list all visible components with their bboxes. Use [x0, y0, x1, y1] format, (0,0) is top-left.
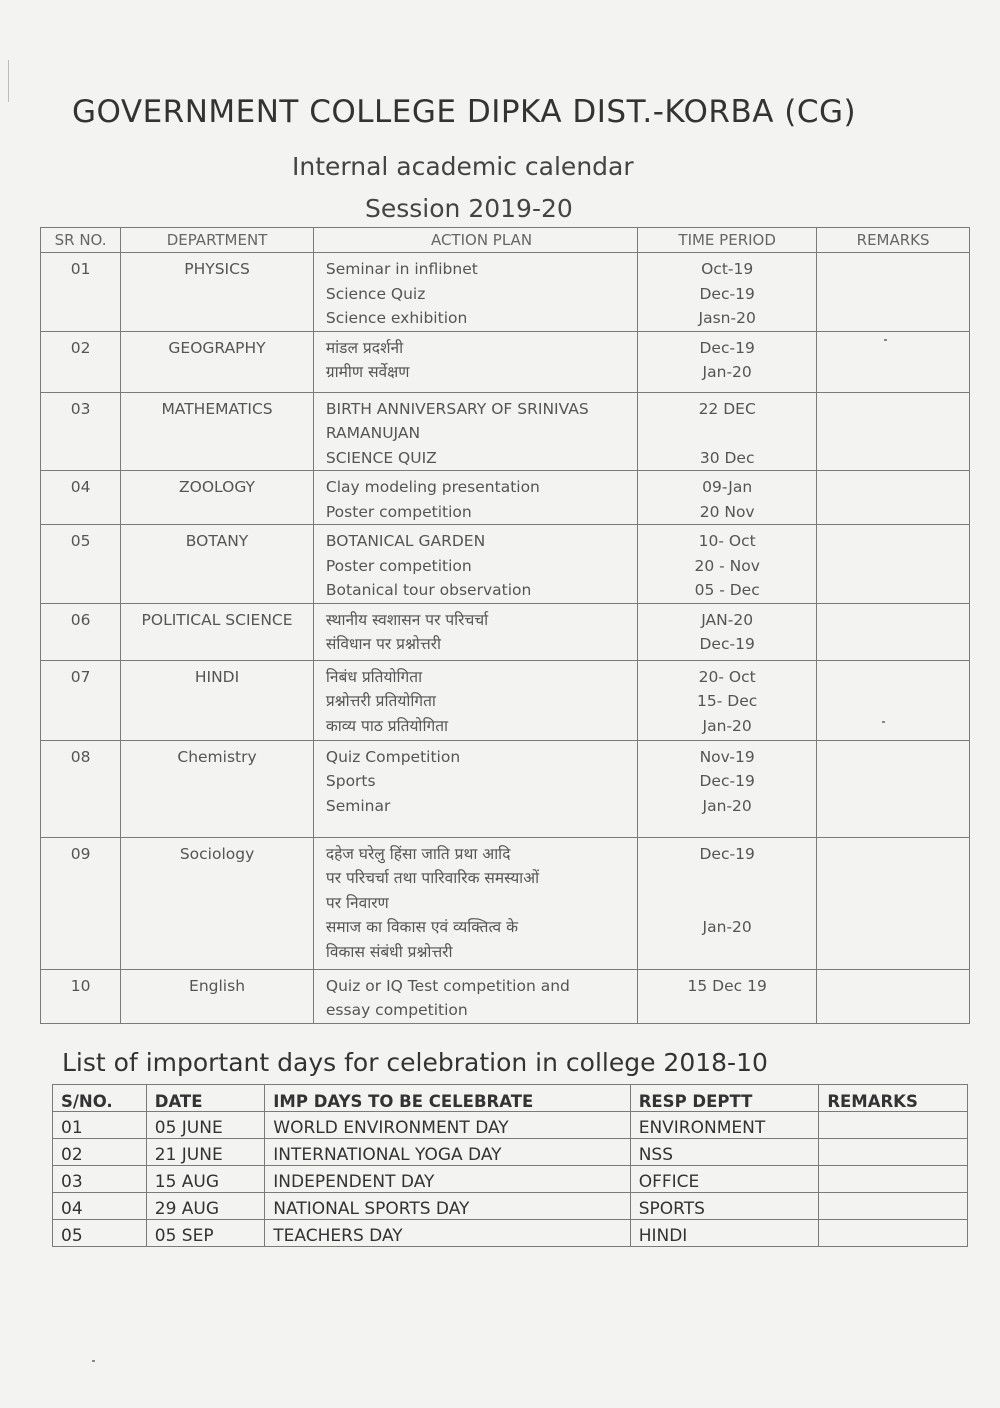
action-plan-cell: [313, 969, 637, 1023]
time-period-cell: [638, 740, 817, 837]
action-item: Poster competition: [325, 502, 472, 521]
time-item: Jan-20: [702, 363, 752, 381]
action-item: मांडल प्रदर्शनी: [325, 338, 404, 357]
table-row: [41, 253, 970, 332]
action-item: Poster competition: [325, 556, 472, 575]
time-item: 20 - Nov: [694, 556, 760, 575]
resp-deptt-cell: HINDI: [630, 1220, 819, 1247]
department-cell: Chemistry: [121, 740, 314, 837]
time-item: [638, 866, 816, 891]
action-item: पर परिचर्चा तथा पारिवारिक समस्याओं: [325, 869, 540, 887]
table-row: [41, 603, 970, 660]
action-item: समाज का विकास एवं व्यक्तित्व के: [325, 918, 519, 936]
department-cell: ZOOLOGY: [121, 471, 314, 525]
time-item: 30 Dec: [699, 448, 755, 467]
remarks-cell: [817, 740, 970, 837]
college-title: GOVERNMENT COLLEGE DIPKA DIST.-KORBA (CG): [72, 94, 857, 130]
time-period-cell: [638, 660, 817, 740]
table-row: [53, 1112, 968, 1139]
header-sr-no: SR NO.: [41, 228, 121, 253]
time-item: Dec-19: [699, 635, 755, 653]
remarks-cell: [817, 969, 970, 1023]
time-period-cell: [638, 471, 817, 525]
remarks-cell: [819, 1166, 968, 1193]
resp-deptt-cell: SPORTS: [630, 1193, 819, 1220]
action-item: Clay modeling presentation: [325, 478, 540, 496]
time-item: 15- Dec: [697, 692, 758, 710]
sr-no-cell: 04: [41, 471, 121, 525]
table-row: [41, 837, 970, 969]
action-item: काव्य पाठ प्रतियोगिता: [325, 716, 449, 735]
table-row: [53, 1139, 968, 1166]
action-plan-cell: [313, 525, 637, 604]
date-cell: 05 JUNE: [146, 1112, 265, 1139]
header-sno: S/NO.: [53, 1085, 147, 1112]
table-row: [41, 392, 970, 471]
action-item: BOTANICAL GARDEN: [325, 532, 486, 550]
time-item: 22 DEC: [698, 399, 756, 418]
table-row: [53, 1166, 968, 1193]
action-item: Science Quiz: [325, 284, 426, 303]
remarks-cell: [817, 603, 970, 660]
remarks-cell: [819, 1112, 968, 1139]
time-item: 10- Oct: [698, 532, 756, 550]
header-resp-deptt: RESP DEPTT: [630, 1085, 819, 1112]
sr-no-cell: 01: [41, 253, 121, 332]
speck: [882, 721, 885, 723]
action-item: स्थानीय स्वशासन पर परिचर्चा: [325, 610, 489, 629]
day-name-cell: WORLD ENVIRONMENT DAY: [265, 1112, 630, 1139]
important-days-table: [52, 1084, 968, 1247]
header-date: DATE: [146, 1085, 265, 1112]
sr-no-cell: 02: [41, 331, 121, 392]
time-period-cell: [638, 331, 817, 392]
header-action-plan: ACTION PLAN: [313, 228, 637, 253]
action-item: essay competition: [325, 1001, 468, 1019]
sno-cell: 04: [53, 1193, 147, 1220]
action-plan-cell: [313, 253, 637, 332]
table-row: [41, 740, 970, 837]
action-item: Sports: [325, 772, 376, 790]
time-period-cell: [638, 392, 817, 471]
resp-deptt-cell: NSS: [630, 1139, 819, 1166]
action-plan-cell: [313, 837, 637, 969]
remarks-cell: [817, 837, 970, 969]
header-imp-days: IMP DAYS TO BE CELEBRATE: [265, 1085, 630, 1112]
sno-cell: 02: [53, 1139, 147, 1166]
days-body: [53, 1112, 968, 1247]
time-item: Jasn-20: [698, 309, 756, 327]
sr-no-cell: 03: [41, 392, 121, 471]
calendar-subtitle: Internal academic calendar: [292, 152, 634, 181]
action-item: RAMANUJAN: [325, 424, 421, 442]
time-item: Jan-20: [702, 796, 752, 815]
action-plan-cell: [313, 331, 637, 392]
sr-no-cell: 10: [41, 969, 121, 1023]
action-item: Quiz or IQ Test competition and: [325, 976, 570, 995]
action-item: Seminar: [325, 796, 391, 815]
action-item: निबंध प्रतियोगिता: [325, 667, 423, 686]
sno-cell: 05: [53, 1220, 147, 1247]
table-row: [41, 969, 970, 1023]
date-cell: 15 AUG: [146, 1166, 265, 1193]
time-period-cell: [638, 253, 817, 332]
resp-deptt-cell: ENVIRONMENT: [630, 1112, 819, 1139]
important-days-title: List of important days for celebration in college 2018-10: [62, 1048, 768, 1077]
remarks-cell: [817, 392, 970, 471]
time-period-cell: [638, 837, 817, 969]
action-item: दहेज घरेलु हिंसा जाति प्रथा आदि: [325, 844, 511, 863]
header-time-period: TIME PERIOD: [638, 228, 817, 253]
action-plan-cell: [313, 392, 637, 471]
time-item: Dec-19: [699, 844, 755, 863]
action-item: प्रश्नोत्तरी प्रतियोगिता: [325, 692, 436, 710]
remarks-cell: [817, 331, 970, 392]
action-item: ग्रामीण सर्वेक्षण: [325, 363, 410, 381]
table-row: [41, 525, 970, 604]
table-row: [41, 331, 970, 392]
day-name-cell: NATIONAL SPORTS DAY: [265, 1193, 630, 1220]
action-plan-cell: [313, 660, 637, 740]
header-department: DEPARTMENT: [121, 228, 314, 253]
date-cell: 05 SEP: [146, 1220, 265, 1247]
time-item: Dec-19: [699, 284, 755, 303]
table-header-row: [41, 228, 970, 253]
day-name-cell: INDEPENDENT DAY: [265, 1166, 630, 1193]
time-item: [638, 998, 816, 1023]
action-item: Botanical tour observation: [325, 581, 532, 599]
calendar-body: [41, 253, 970, 1024]
time-item: JAN-20: [701, 610, 754, 629]
academic-calendar-table: [40, 227, 970, 1024]
time-item: Jan-20: [702, 918, 752, 936]
time-item: 20- Oct: [698, 667, 756, 686]
department-cell: English: [121, 969, 314, 1023]
table-row: [41, 660, 970, 740]
date-cell: 29 AUG: [146, 1193, 265, 1220]
action-item: Quiz Competition: [325, 747, 461, 766]
scan-edge-mark: [8, 60, 9, 102]
sr-no-cell: 05: [41, 525, 121, 604]
time-item: 05 - Dec: [694, 581, 760, 599]
remarks-cell: [817, 660, 970, 740]
remarks-cell: [819, 1139, 968, 1166]
department-cell: HINDI: [121, 660, 314, 740]
department-cell: POLITICAL SCIENCE: [121, 603, 314, 660]
table-row: [53, 1220, 968, 1247]
sr-no-cell: 07: [41, 660, 121, 740]
action-item: संविधान पर प्रश्नोत्तरी: [325, 635, 442, 653]
action-item: Science exhibition: [325, 309, 468, 327]
time-item: 20 Nov: [699, 502, 755, 521]
time-item: [638, 891, 816, 916]
time-item: 15 Dec 19: [687, 976, 767, 995]
time-item: [638, 940, 816, 965]
time-item: Nov-19: [699, 747, 755, 766]
table-header-row: [53, 1085, 968, 1112]
time-period-cell: [638, 969, 817, 1023]
department-cell: Sociology: [121, 837, 314, 969]
table-row: [41, 471, 970, 525]
action-item: BIRTH ANNIVERSARY OF SRINIVAS: [325, 399, 589, 418]
action-item: पर निवारण: [325, 893, 389, 912]
department-cell: MATHEMATICS: [121, 392, 314, 471]
time-item: Dec-19: [699, 772, 755, 790]
remarks-cell: [817, 253, 970, 332]
action-plan-cell: [313, 603, 637, 660]
resp-deptt-cell: OFFICE: [630, 1166, 819, 1193]
sr-no-cell: 08: [41, 740, 121, 837]
date-cell: 21 JUNE: [146, 1139, 265, 1166]
remarks-cell: [817, 525, 970, 604]
header-remarks: REMARKS: [819, 1085, 968, 1112]
action-item: Seminar in inflibnet: [325, 260, 478, 278]
speck: [884, 339, 887, 341]
day-name-cell: TEACHERS DAY: [265, 1220, 630, 1247]
remarks-cell: [817, 471, 970, 525]
department-cell: GEOGRAPHY: [121, 331, 314, 392]
sno-cell: 01: [53, 1112, 147, 1139]
time-period-cell: [638, 603, 817, 660]
header-remarks: REMARKS: [817, 228, 970, 253]
speck: [92, 1360, 95, 1362]
time-item: 09-Jan: [702, 478, 753, 496]
sr-no-cell: 06: [41, 603, 121, 660]
time-item: [638, 421, 816, 446]
action-item: SCIENCE QUIZ: [325, 448, 437, 467]
sr-no-cell: 09: [41, 837, 121, 969]
action-plan-cell: [313, 471, 637, 525]
action-item: विकास संबंधी प्रश्नोत्तरी: [325, 942, 453, 961]
department-cell: PHYSICS: [121, 253, 314, 332]
day-name-cell: INTERNATIONAL YOGA DAY: [265, 1139, 630, 1166]
remarks-cell: [819, 1220, 968, 1247]
time-item: Dec-19: [699, 338, 755, 357]
sno-cell: 03: [53, 1166, 147, 1193]
action-plan-cell: [313, 740, 637, 837]
remarks-cell: [819, 1193, 968, 1220]
time-period-cell: [638, 525, 817, 604]
time-item: Jan-20: [702, 716, 752, 735]
session-label: Session 2019-20: [365, 194, 573, 223]
department-cell: BOTANY: [121, 525, 314, 604]
table-row: [53, 1193, 968, 1220]
time-item: Oct-19: [701, 260, 754, 278]
